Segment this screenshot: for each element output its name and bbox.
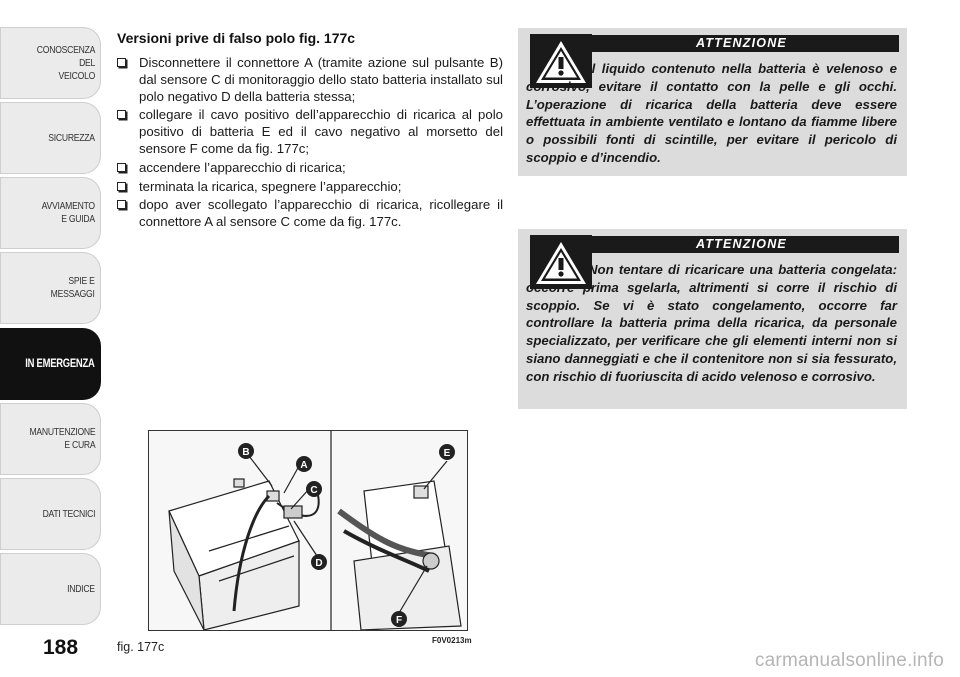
tab-manutenzione-e-cura[interactable] bbox=[0, 403, 101, 475]
list-item bbox=[117, 107, 503, 157]
tab-spie-e-messaggi[interactable] bbox=[0, 252, 101, 324]
list-item bbox=[117, 160, 503, 177]
tab-label: DATI TECNICI bbox=[42, 507, 95, 520]
tab-label: CONOSCENZA DEL VEICOLO bbox=[36, 43, 95, 82]
tab-label: SPIE E MESSAGGI bbox=[51, 275, 95, 300]
tab-label: MANUTENZIONE E CURA bbox=[29, 426, 95, 451]
tab-indice[interactable] bbox=[0, 553, 101, 625]
watermark: carmanualsonline.info bbox=[754, 650, 944, 671]
list-item bbox=[117, 55, 503, 105]
warning-header: ATTENZIONE bbox=[584, 236, 899, 253]
checkbox-bullet-icon bbox=[117, 58, 126, 67]
tab-avviamento-e-guida[interactable] bbox=[0, 177, 101, 249]
warning-box bbox=[518, 28, 907, 176]
list-item bbox=[117, 197, 503, 231]
checkbox-bullet-icon bbox=[117, 182, 126, 191]
tab-dati-tecnici[interactable] bbox=[0, 478, 101, 550]
battery-illustration bbox=[149, 431, 467, 630]
figure-label-f: F bbox=[395, 615, 403, 626]
figure-code: F0V0213m bbox=[432, 636, 472, 645]
figure-label-a: A bbox=[300, 460, 308, 471]
step-text: terminata la ricarica, spegnere l’apparecchio; bbox=[139, 178, 402, 194]
figure-label-d: D bbox=[315, 558, 323, 569]
instructions-column bbox=[117, 30, 503, 233]
page-number: 188 bbox=[43, 636, 79, 659]
warning-box bbox=[518, 229, 907, 409]
checkbox-bullet-icon bbox=[117, 163, 126, 172]
list-item bbox=[117, 179, 503, 196]
figure-caption: fig. 177c bbox=[117, 640, 165, 654]
step-text: Disconnettere il connettore A (tramite azione sul pulsante B) dal sensore C di monitoraggio dello stato batteria installato sul polo negativo D della batteria stessa; bbox=[139, 55, 503, 104]
tab-label: IN EMERGENZA bbox=[25, 357, 95, 370]
tab-conoscenza-del-veicolo[interactable] bbox=[0, 27, 101, 99]
tab-label: AVVIAMENTO E GUIDA bbox=[41, 200, 95, 225]
step-text: accendere l’apparecchio di ricarica; bbox=[139, 159, 346, 175]
tab-sicurezza[interactable] bbox=[0, 102, 101, 174]
tab-in-emergenza[interactable] bbox=[0, 328, 101, 400]
steps-list bbox=[117, 55, 503, 231]
checkbox-bullet-icon bbox=[117, 200, 126, 209]
figure-177c bbox=[148, 430, 468, 631]
step-text: collegare il cavo positivo dell’apparecchio di ricarica al polo positivo di batteria E ed il cavo negativo al morsetto del sensore F come da fig. 177c; bbox=[139, 107, 503, 156]
tab-label: INDICE bbox=[67, 582, 95, 595]
warning-text: Il liquido contenuto nella batteria è velenoso e corrosivo, evitare il contatto con la pelle e gli occhi. L’operazione di ricarica della batteria deve essere effettuata in ambiente ventilato e lontano da fiamme libere o possibili fonti di scintille, per evitare il pericolo di scoppio e d’incendio. bbox=[526, 61, 897, 165]
checkbox-bullet-icon bbox=[117, 110, 126, 119]
figure-label-c: C bbox=[310, 485, 318, 496]
warning-text: Non tentare di ricaricare una batteria congelata: occorre prima sgelarla, altrimenti si corre il rischio di scoppio. Se vi è stato congelamento, occorre far controllare la batteria prima della ricarica, da personale specializzato, per verificare che gli elementi interni non si siano danneggiati e che il contenitore non si sia fessurato, con rischio di fuoriuscita di acido velenoso e corrosivo. bbox=[526, 262, 897, 384]
figure-label-b: B bbox=[242, 447, 250, 458]
section-title: Versioni prive di falso polo fig. 177c bbox=[117, 30, 356, 46]
figure-label-e: E bbox=[443, 448, 451, 459]
warning-header: ATTENZIONE bbox=[584, 35, 899, 52]
tab-label: SICUREZZA bbox=[48, 131, 95, 144]
step-text: dopo aver scollegato l’apparecchio di ricarica, ricollegare il connettore A al sensore C come da fig. 177c. bbox=[139, 197, 503, 230]
